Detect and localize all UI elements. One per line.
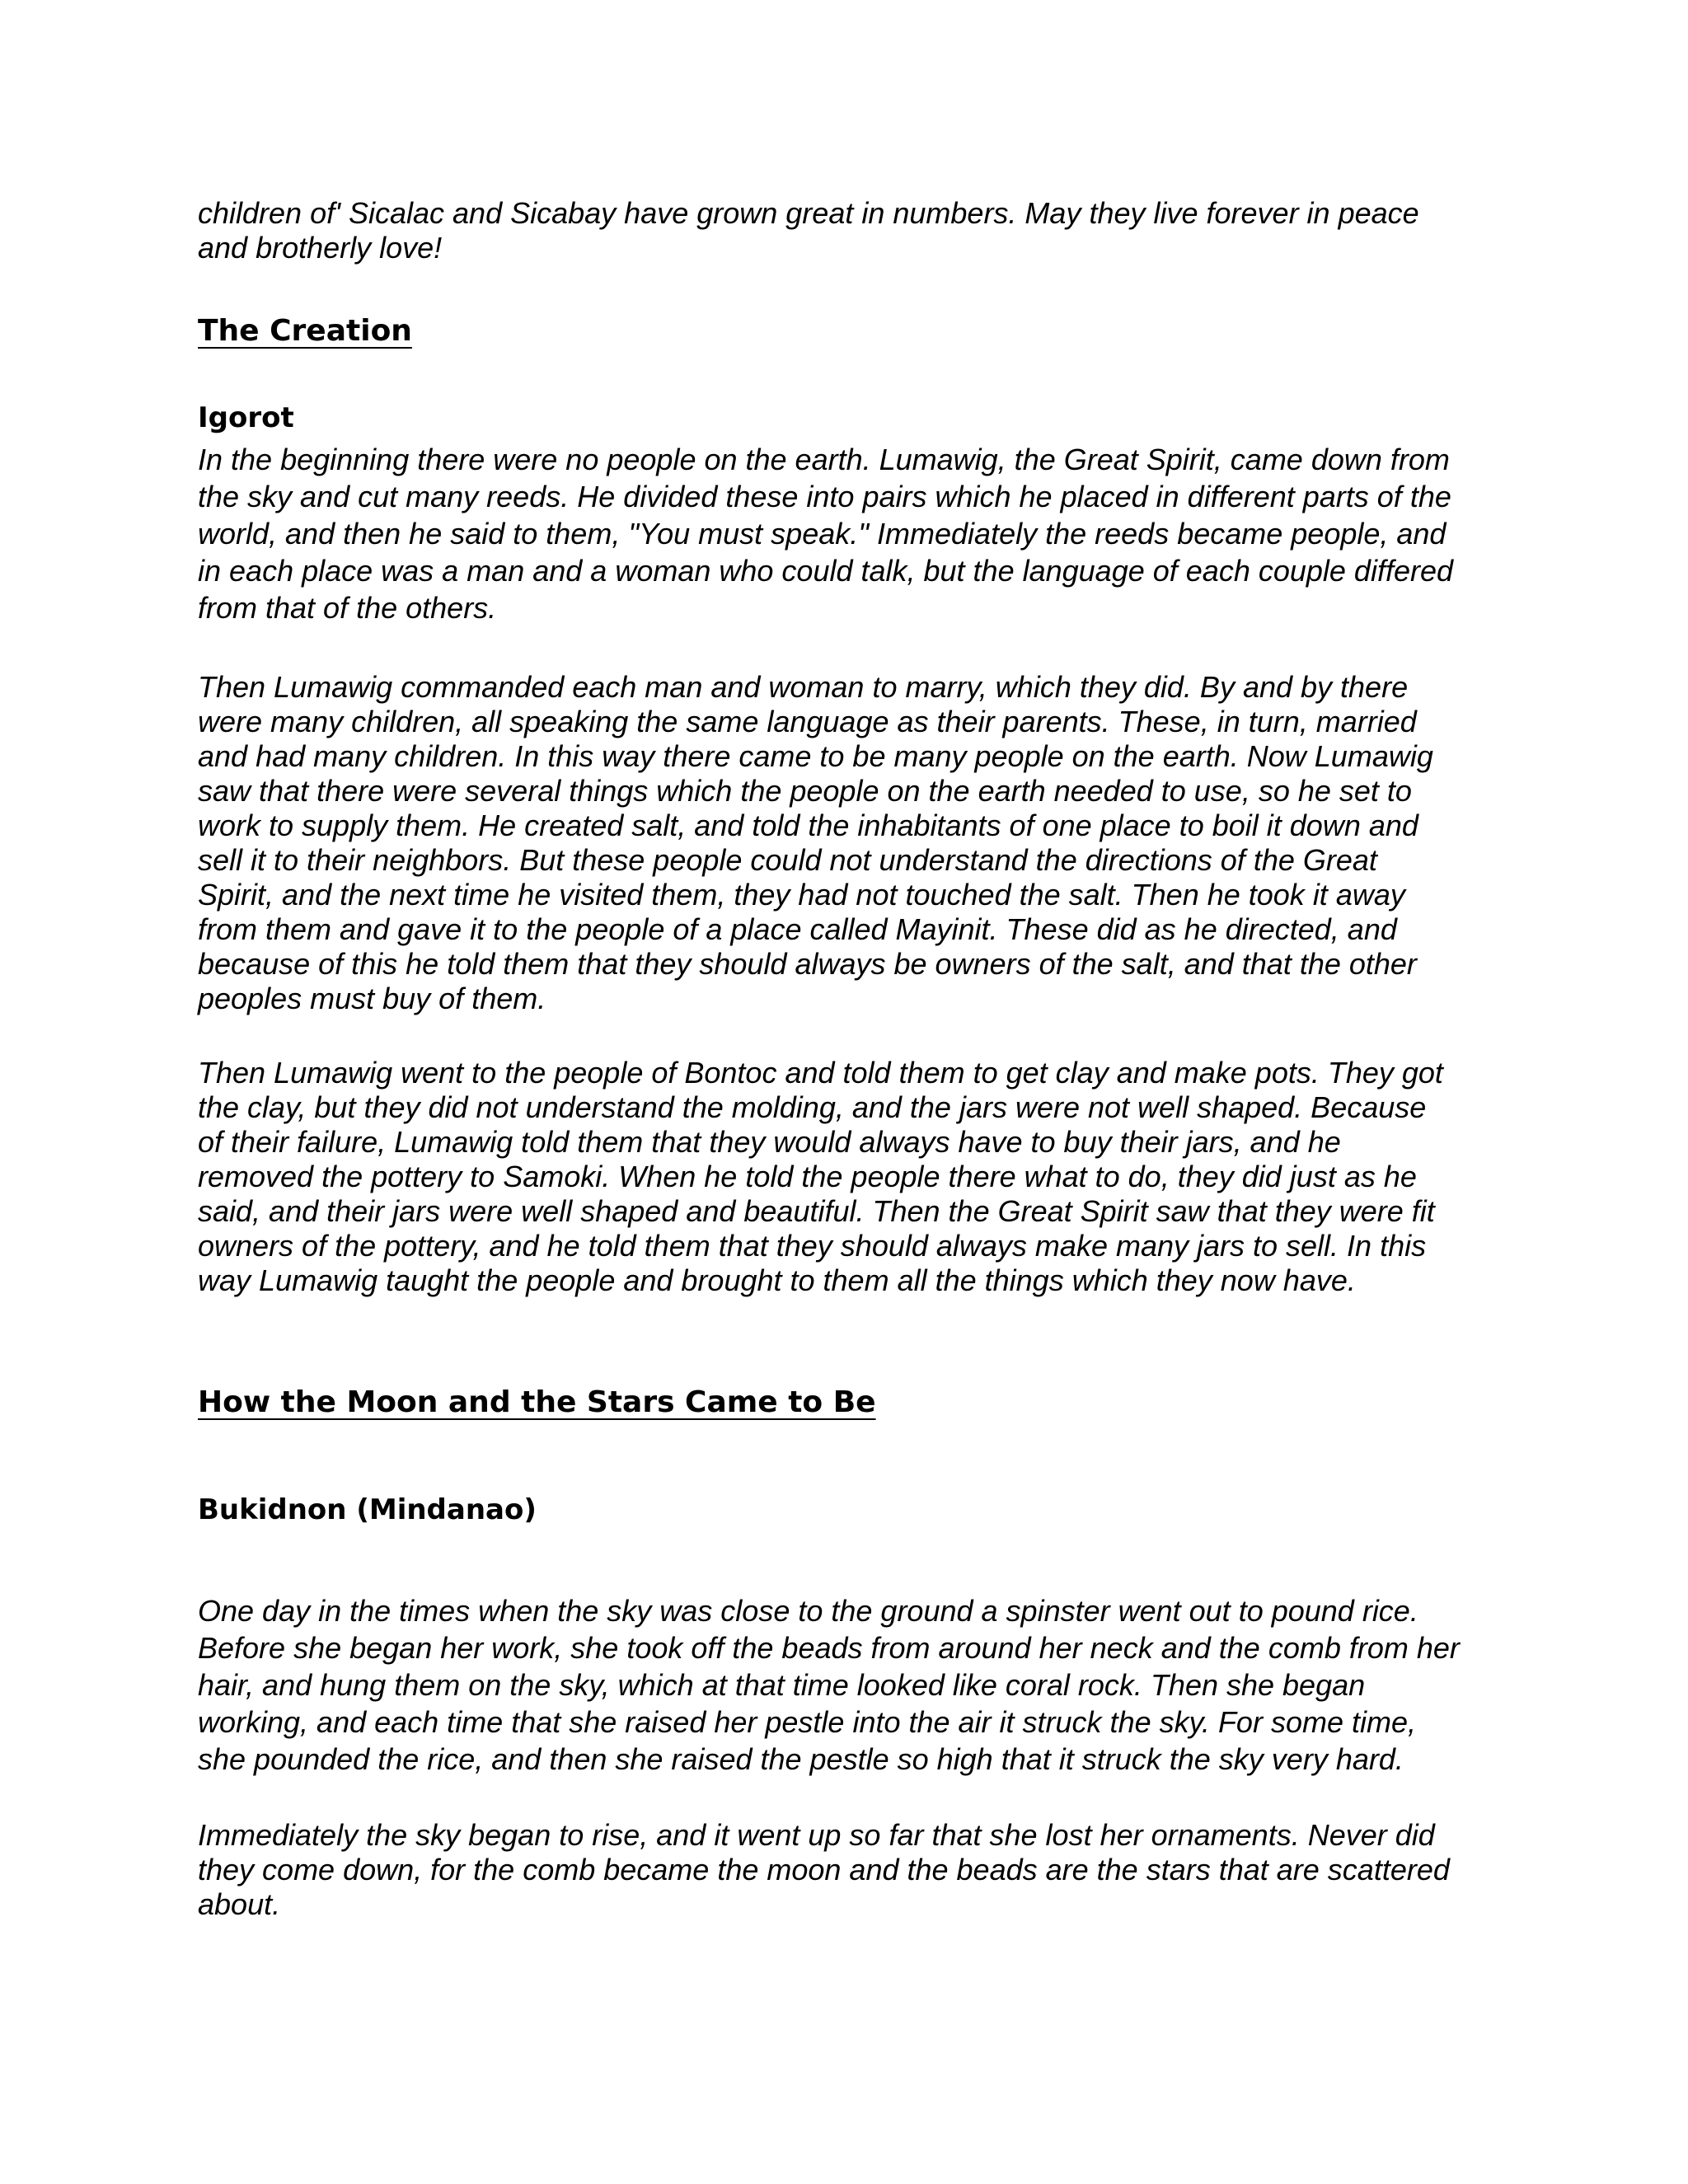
story-title-moon-and-stars: How the Moon and the Stars Came to Be [198, 1385, 876, 1419]
moon-paragraph-1: One day in the times when the sky was close to the ground a spinster went out to pound rice. Before she began her work, she took off the beads from around her neck and the comb from her hair, and hung them on the sky, which at that time looked like coral rock. Then she began working, and each time that she raised her pestle into the air it struck the sky. For some time, she pounded the rice, and then she raised the pestle so high that it struck the sky very hard. [198, 1594, 1460, 1776]
story-origin-bukidnon: Bukidnon (Mindanao) [198, 1493, 537, 1526]
creation-paragraph-3: Then Lumawig went to the people of Bontoc and told them to get clay and make pots. They got the clay, but they did not understand the molding, and the jars were not well shaped. Because of their failure, Lumawig told them that they would always have to buy their jars, and he removed the pottery to Samoki. When he told the people there what to do, they did just as he said, and their jars were well shaped and beautiful. Then the Great Spirit saw that they were fit owners of the pottery, and he told them that they should always make many jars to sell. In this way Lumawig taught the people and brought to them all the things which they now have. [198, 1056, 1443, 1297]
moon-paragraph-2: Immediately the sky began to rise, and it went up so far that she lost her ornaments. Never did they come down, for the comb became the moon and the beads are the stars that are scattered about. [198, 1818, 1450, 1921]
intro-continuation-paragraph: children of' Sicalac and Sicabay have grown great in numbers. May they live forever in peace and brotherly love! [198, 196, 1419, 265]
story-origin-igorot: Igorot [198, 401, 294, 434]
document-page [198, 0, 1517, 2184]
story-title-creation: The Creation [198, 314, 412, 348]
creation-paragraph-1: In the beginning there were no people on the earth. Lumawig, the Great Spirit, came down from the sky and cut many reeds. He divided these into pairs which he placed in different parts of the world, and then he said to them, "You must speak." Immediately the reeds became people, and in each place was a man and a woman who could talk, but the language of each couple differed from that of the others. [198, 443, 1454, 625]
creation-paragraph-2: Then Lumawig commanded each man and woman to marry, which they did. By and by there were many children, all speaking the same language as their parents. These, in turn, married and had many children. In this way there came to be many people on the earth. Now Lumawig saw that there were several things which the people on the earth needed to use, so he set to work to supply them. He created salt, and told the inhabitants of one place to boil it down and sell it to their neighbors. But these people could not understand the directions of the Great Spirit, and the next time he visited them, they had not touched the salt. Then he took it away from them and gave it to the people of a place called Mayinit. These did as he directed, and because of this he told them that they should always be owners of the salt, and that the other peoples must buy of them. [198, 670, 1433, 1015]
